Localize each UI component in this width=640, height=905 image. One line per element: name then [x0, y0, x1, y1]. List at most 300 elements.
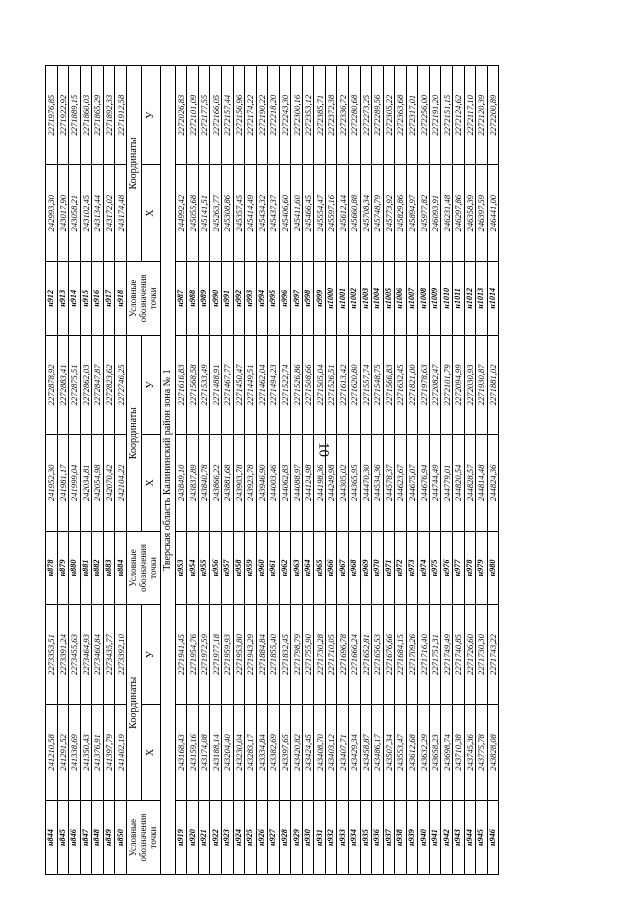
- table-row: [80, 66, 92, 875]
- point-label: н943: [452, 801, 464, 875]
- point-label: н1014: [487, 261, 499, 335]
- coord-y: 2271730,30: [476, 605, 488, 704]
- coord-x: 243403,12: [325, 704, 337, 801]
- point-label: н1003: [360, 261, 372, 335]
- coord-x: 245434,32: [256, 165, 268, 262]
- coord-x: 244824,36: [487, 435, 499, 532]
- table-row: [476, 66, 488, 875]
- table-row: [372, 66, 384, 875]
- point-label: н1007: [406, 261, 418, 335]
- table-row: [69, 66, 81, 875]
- coord-x: 244814,48: [476, 435, 488, 532]
- coord-x: 244198,36: [314, 435, 326, 532]
- header-label-line: точки: [148, 826, 159, 849]
- coord-x: 242104,22: [115, 435, 127, 532]
- coord-x: 241397,79: [103, 704, 115, 801]
- coord-y: 2271930,87: [476, 335, 488, 434]
- point-label: н975: [429, 531, 441, 605]
- point-label: н1012: [464, 261, 476, 335]
- header-point-label: [126, 801, 160, 875]
- coord-y: 2272101,09: [187, 66, 199, 165]
- header-label-line: точки: [148, 287, 159, 310]
- point-label: н964: [302, 531, 314, 605]
- point-label: н913: [57, 261, 69, 335]
- header-point-label: [126, 531, 160, 605]
- coord-x: 243553,47: [395, 704, 407, 801]
- header-y: У: [141, 335, 160, 434]
- table-row: [279, 66, 291, 875]
- coord-x: 244820,54: [452, 435, 464, 532]
- coord-y: 2271488,91: [210, 335, 222, 434]
- point-label: н972: [395, 531, 407, 605]
- coord-y: 2271953,80: [233, 605, 245, 704]
- point-label: н988: [187, 261, 199, 335]
- table-row: [464, 66, 476, 875]
- coord-x: 243172,02: [103, 165, 115, 262]
- coord-y: 2272156,96: [233, 66, 245, 165]
- point-label: н945: [476, 801, 488, 875]
- coord-x: 245357,45: [233, 165, 245, 262]
- coord-y: 2272026,83: [175, 66, 187, 165]
- point-label: н1013: [476, 261, 488, 335]
- table-row: [349, 66, 361, 875]
- coord-y: 2271716,40: [418, 605, 430, 704]
- coord-x: 245308,86: [222, 165, 234, 262]
- coord-y: 2271526,86: [291, 335, 303, 434]
- point-label: н926: [256, 801, 268, 875]
- point-label: н1008: [418, 261, 430, 335]
- coord-y: 2271730,28: [314, 605, 326, 704]
- coord-y: 2271526,51: [325, 335, 337, 434]
- coord-y: 2273392,10: [115, 605, 127, 704]
- coord-y: 2272305,22: [383, 66, 395, 165]
- table-row: [406, 66, 418, 875]
- point-label: н1011: [452, 261, 464, 335]
- coord-y: 2271755,90: [302, 605, 314, 704]
- coord-x: 245141,51: [198, 165, 210, 262]
- coord-y: 2271976,85: [46, 66, 58, 165]
- coord-x: 243946,90: [256, 435, 268, 532]
- coord-y: 2271522,74: [279, 335, 291, 434]
- coord-y: 2272243,30: [279, 66, 291, 165]
- coord-y: 2271450,47: [233, 335, 245, 434]
- coord-x: 241338,69: [69, 704, 81, 801]
- coord-y: 2271566,83: [383, 335, 395, 434]
- table-row: [452, 66, 464, 875]
- coord-y: 2271922,92: [57, 66, 69, 165]
- point-label: н919: [175, 801, 187, 875]
- coord-y: 2272200,89: [487, 66, 499, 165]
- coord-y: 2271954,76: [187, 605, 199, 704]
- point-label: н996: [279, 261, 291, 335]
- coord-x: 245263,77: [210, 165, 222, 262]
- point-label: н915: [80, 261, 92, 335]
- region-title: Тверская область Калининский район зона № 1: [160, 66, 175, 875]
- coord-x: 243486,17: [372, 704, 384, 801]
- point-label: н939: [406, 801, 418, 875]
- page-number: 10: [315, 442, 332, 457]
- coord-y: 2271884,84: [256, 605, 268, 704]
- point-label: н954: [187, 531, 199, 605]
- coord-x: 246358,39: [464, 165, 476, 262]
- header-x: X: [141, 435, 160, 532]
- coord-x: 243174,08: [198, 704, 210, 801]
- coord-x: 243710,38: [452, 704, 464, 801]
- coord-x: 243159,16: [187, 704, 199, 801]
- table-row: [291, 66, 303, 875]
- point-label: н998: [302, 261, 314, 335]
- coord-x: 243837,89: [187, 435, 199, 532]
- coord-x: 241402,19: [115, 704, 127, 801]
- header-label-line: Условные: [128, 818, 139, 857]
- coord-x: 244124,98: [302, 435, 314, 532]
- point-label: н941: [429, 801, 441, 875]
- coord-y: 2271467,77: [222, 335, 234, 434]
- point-label: н932: [325, 801, 337, 875]
- coord-y: 2271865,29: [92, 66, 104, 165]
- coord-x: 243188,14: [210, 704, 222, 801]
- table-row: [418, 66, 430, 875]
- point-label: н1009: [429, 261, 441, 335]
- point-label: н993: [245, 261, 257, 335]
- point-label: н973: [406, 531, 418, 605]
- coord-x: 244992,42: [175, 165, 187, 262]
- coord-x: 242070,42: [103, 435, 115, 532]
- coord-y: 2273460,84: [92, 605, 104, 704]
- coord-x: 243658,23: [429, 704, 441, 801]
- table-row: [187, 66, 199, 875]
- coord-x: 243828,08: [487, 704, 499, 801]
- coord-y: 2272273,25: [360, 66, 372, 165]
- table-row: [222, 66, 234, 875]
- point-label: н987: [175, 261, 187, 335]
- coord-y: 2271533,49: [198, 335, 210, 434]
- point-label: н848: [92, 801, 104, 875]
- coord-x: 241999,04: [69, 435, 81, 532]
- coord-x: 243017,90: [57, 165, 69, 262]
- point-label: н936: [372, 801, 384, 875]
- coord-x: 244534,36: [372, 435, 384, 532]
- coord-y: 2272847,87: [92, 335, 104, 434]
- coord-x: 245829,86: [395, 165, 407, 262]
- coord-x: 243382,69: [268, 704, 280, 801]
- coord-y: 2271751,31: [429, 605, 441, 704]
- coord-y: 2272101,79: [441, 335, 453, 434]
- point-label: н935: [360, 801, 372, 875]
- coord-x: 243420,82: [291, 704, 303, 801]
- coord-x: 244779,01: [441, 435, 453, 532]
- table-row: [233, 66, 245, 875]
- coord-y: 2272094,99: [452, 335, 464, 434]
- coord-y: 2272030,93: [464, 335, 476, 434]
- coord-x: 246441,00: [487, 165, 499, 262]
- coord-y: 2273353,51: [46, 605, 58, 704]
- point-label: н880: [69, 531, 81, 605]
- point-label: н978: [464, 531, 476, 605]
- table-row: [57, 66, 69, 875]
- coord-x: 245466,45: [302, 165, 314, 262]
- coord-x: 244676,94: [418, 435, 430, 532]
- point-label: н1004: [372, 261, 384, 335]
- header-coordinates: Координаты: [126, 66, 141, 262]
- point-label: н956: [210, 531, 222, 605]
- coord-x: 242054,98: [92, 435, 104, 532]
- coord-y: 2273391,24: [57, 605, 69, 704]
- coord-y: 2272177,55: [198, 66, 210, 165]
- coord-x: 243168,43: [175, 704, 187, 801]
- point-label: н931: [314, 801, 326, 875]
- header-x: X: [141, 704, 160, 801]
- header-label-line: Условные: [128, 549, 139, 587]
- coord-x: 243429,34: [349, 704, 361, 801]
- point-label: н995: [268, 261, 280, 335]
- coord-x: 244470,30: [360, 435, 372, 532]
- point-label: н923: [222, 801, 234, 875]
- coord-x: 245414,49: [245, 165, 257, 262]
- coord-x: 245708,34: [360, 165, 372, 262]
- coord-x: 245411,60: [291, 165, 303, 262]
- point-label: н1001: [337, 261, 349, 335]
- coord-x: 244675,07: [406, 435, 418, 532]
- table-row: [487, 66, 499, 875]
- coord-x: 243840,78: [198, 435, 210, 532]
- coord-y: 2271978,63: [418, 335, 430, 434]
- header-row: [126, 66, 141, 875]
- table-row: [314, 66, 326, 875]
- header-point-label: [126, 261, 160, 335]
- coord-y: 2271855,40: [268, 605, 280, 704]
- point-label: н920: [187, 801, 199, 875]
- coord-y: 2272746,25: [115, 335, 127, 434]
- coord-y: 2272353,12: [302, 66, 314, 165]
- point-label: н918: [115, 261, 127, 335]
- table-row: [429, 66, 441, 875]
- header-coordinates: Координаты: [126, 605, 141, 801]
- point-label: н962: [279, 531, 291, 605]
- point-label: н974: [418, 531, 430, 605]
- coord-y: 2272256,00: [418, 66, 430, 165]
- coordinate-table-container: [45, 65, 590, 875]
- coord-y: 2271508,66: [302, 335, 314, 434]
- coord-y: 2271740,85: [452, 605, 464, 704]
- coord-x: 244828,57: [464, 435, 476, 532]
- coord-y: 2271860,03: [80, 66, 92, 165]
- coord-y: 2271892,33: [103, 66, 115, 165]
- coord-x: 243230,04: [233, 704, 245, 801]
- coord-y: 2271568,58: [187, 335, 199, 434]
- coord-x: 243775,78: [476, 704, 488, 801]
- point-label: н959: [245, 531, 257, 605]
- rotated-sheet: [45, 65, 590, 875]
- coord-x: 243283,17: [245, 704, 257, 801]
- coord-x: 241291,52: [57, 704, 69, 801]
- point-label: н977: [452, 531, 464, 605]
- coord-y: 2273435,77: [103, 605, 115, 704]
- point-label: н942: [441, 801, 453, 875]
- coord-y: 2271684,15: [395, 605, 407, 704]
- point-label: н937: [383, 801, 395, 875]
- coord-x: 241981,17: [57, 435, 69, 532]
- coord-y: 2272190,22: [256, 66, 268, 165]
- point-label: н953: [175, 531, 187, 605]
- point-label: н884: [115, 531, 127, 605]
- coord-x: 243408,70: [314, 704, 326, 801]
- header-label-line: обозначения: [138, 274, 149, 323]
- coord-y: 2272363,68: [395, 66, 407, 165]
- coord-y: 2271972,59: [198, 605, 210, 704]
- coord-y: 2272372,38: [325, 66, 337, 165]
- point-label: н1002: [349, 261, 361, 335]
- coord-y: 2272120,39: [476, 66, 488, 165]
- coord-x: 245977,82: [418, 165, 430, 262]
- coord-x: 243866,22: [210, 435, 222, 532]
- coord-y: 2271743,22: [487, 605, 499, 704]
- coord-x: 243174,48: [115, 165, 127, 262]
- table-row: [46, 66, 58, 875]
- point-label: н979: [476, 531, 488, 605]
- coord-y: 2272300,16: [291, 66, 303, 165]
- point-label: н965: [314, 531, 326, 605]
- coord-x: 243102,45: [80, 165, 92, 262]
- point-label: н970: [372, 531, 384, 605]
- coord-y: 2271652,81: [360, 605, 372, 704]
- coord-y: 2271696,78: [337, 605, 349, 704]
- region-row: [160, 66, 175, 875]
- table-row: [245, 66, 257, 875]
- coordinate-table: [45, 65, 499, 875]
- point-label: н989: [198, 261, 210, 335]
- header-coordinates: Координаты: [126, 335, 141, 531]
- header-label-line: точки: [148, 557, 159, 579]
- coord-x: 246093,91: [429, 165, 441, 262]
- coord-y: 2272082,47: [429, 335, 441, 434]
- coord-y: 2271449,51: [245, 335, 257, 434]
- bottom-rows: [175, 66, 498, 875]
- point-label: н990: [210, 261, 222, 335]
- coord-x: 243612,68: [406, 704, 418, 801]
- table-row: [360, 66, 372, 875]
- table-row: [383, 66, 395, 875]
- point-label: н999: [314, 261, 326, 335]
- point-label: н1006: [395, 261, 407, 335]
- coord-x: 243507,34: [383, 704, 395, 801]
- point-label: н846: [69, 801, 81, 875]
- coord-y: 2271616,83: [175, 335, 187, 434]
- coord-y: 2272823,62: [103, 335, 115, 434]
- point-label: н955: [198, 531, 210, 605]
- point-label: н850: [115, 801, 127, 875]
- table-row: [256, 66, 268, 875]
- coord-x: 245554,47: [314, 165, 326, 262]
- coord-x: 245748,79: [372, 165, 384, 262]
- coord-x: 241952,30: [46, 435, 58, 532]
- point-label: н849: [103, 801, 115, 875]
- point-label: н976: [441, 531, 453, 605]
- point-label: н992: [233, 261, 245, 335]
- coord-y: 2272862,03: [80, 335, 92, 434]
- coord-y: 2271494,23: [268, 335, 280, 434]
- coord-x: 241376,91: [92, 704, 104, 801]
- point-label: н1000: [325, 261, 337, 335]
- point-label: н845: [57, 801, 69, 875]
- coord-y: 2271977,18: [210, 605, 222, 704]
- coord-x: 246297,86: [452, 165, 464, 262]
- coord-y: 2272878,92: [46, 335, 58, 434]
- header-y: У: [141, 66, 160, 165]
- point-label: н924: [233, 801, 245, 875]
- coord-y: 2273455,63: [69, 605, 81, 704]
- coord-x: 241210,58: [46, 704, 58, 801]
- region-section: [160, 66, 175, 875]
- table-row: [441, 66, 453, 875]
- point-label: н934: [349, 801, 361, 875]
- coord-y: 2272124,62: [452, 66, 464, 165]
- table-row: [268, 66, 280, 875]
- point-label: н961: [268, 531, 280, 605]
- coord-y: 2271462,04: [256, 335, 268, 434]
- point-label: н917: [103, 261, 115, 335]
- coord-y: 2271821,00: [406, 335, 418, 434]
- coord-y: 2272336,72: [337, 66, 349, 165]
- coord-x: 243458,87: [360, 704, 372, 801]
- coord-x: 245055,68: [187, 165, 199, 262]
- header-label-line: обозначения: [138, 544, 149, 592]
- coord-x: 244623,67: [395, 435, 407, 532]
- table-row: [395, 66, 407, 875]
- coord-x: 245437,37: [268, 165, 280, 262]
- coord-y: 2271912,58: [115, 66, 127, 165]
- point-label: н960: [256, 531, 268, 605]
- coord-x: 243632,29: [418, 704, 430, 801]
- coord-x: 245612,44: [337, 165, 349, 262]
- coord-y: 2271749,49: [441, 605, 453, 704]
- coord-x: 243923,78: [245, 435, 257, 532]
- point-label: н881: [80, 531, 92, 605]
- table-row: [302, 66, 314, 875]
- coord-y: 2271548,75: [372, 335, 384, 434]
- point-label: н844: [46, 801, 58, 875]
- table-header: [126, 66, 160, 875]
- coord-y: 2272191,20: [429, 66, 441, 165]
- point-label: н963: [291, 531, 303, 605]
- coord-x: 243397,65: [279, 704, 291, 801]
- coord-x: 246397,59: [476, 165, 488, 262]
- coord-y: 2271613,42: [337, 335, 349, 434]
- coord-x: 244062,83: [279, 435, 291, 532]
- coord-x: 243134,44: [92, 165, 104, 262]
- point-label: н944: [464, 801, 476, 875]
- point-label: н930: [302, 801, 314, 875]
- coord-x: 243698,74: [441, 704, 453, 801]
- coord-x: 244744,49: [429, 435, 441, 532]
- coord-x: 245773,92: [383, 165, 395, 262]
- coord-x: 245406,60: [279, 165, 291, 262]
- point-label: н933: [337, 801, 349, 875]
- coord-x: 244365,95: [349, 435, 361, 532]
- point-label: н940: [418, 801, 430, 875]
- coord-y: 2271941,45: [175, 605, 187, 704]
- coord-y: 2272174,22: [245, 66, 257, 165]
- coord-y: 2271620,80: [349, 335, 361, 434]
- coord-x: 243849,10: [175, 435, 187, 532]
- point-label: н922: [210, 801, 222, 875]
- coord-x: 243058,21: [69, 165, 81, 262]
- coord-x: 243204,40: [222, 704, 234, 801]
- coord-x: 243881,68: [222, 435, 234, 532]
- point-label: н971: [383, 531, 395, 605]
- point-label: н921: [198, 801, 210, 875]
- coord-x: 244003,46: [268, 435, 280, 532]
